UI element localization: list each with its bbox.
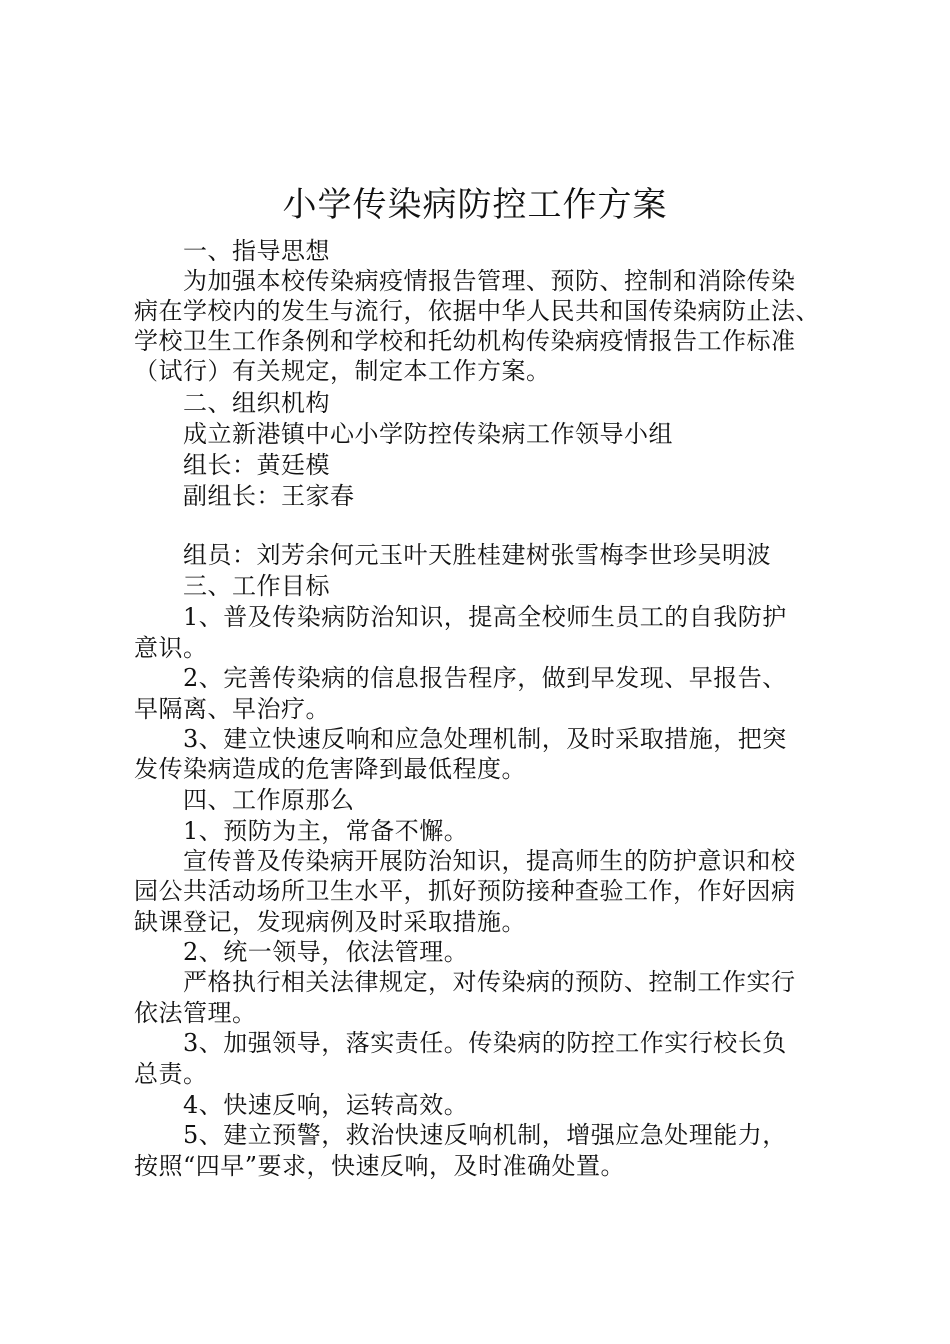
paragraph-line: 为加强本校传染病疫情报告管理、预防、控制和消除传染	[183, 267, 796, 295]
paragraph-line: 5、建立预警，救治快速反响机制，增强应急处理能力，	[183, 1121, 787, 1149]
paragraph-line: 3、建立快速反响和应急处理机制，及时采取措施，把突	[183, 725, 787, 753]
paragraph-line: 按照“四早”要求，快速反响，及时准确处置。	[134, 1152, 626, 1180]
paragraph-line: 发传染病造成的危害降到最低程度。	[134, 755, 526, 783]
paragraph-line: 意识。	[134, 634, 208, 662]
section-heading-guiding-thought: 一、指导思想	[183, 237, 330, 265]
leader-line: 组长：黄廷模	[183, 451, 330, 479]
paragraph-line: 2、完善传染病的信息报告程序，做到早发现、早报告、	[183, 664, 787, 692]
paragraph-line: 4、快速反响，运转高效。	[183, 1091, 469, 1119]
paragraph-line: 学校卫生工作条例和学校和托幼机构传染病疫情报告工作标准	[134, 327, 796, 355]
paragraph-line: 依法管理。	[134, 999, 257, 1027]
deputy-leader-line: 副组长：王家春	[183, 482, 355, 510]
paragraph-line: 严格执行相关法律规定，对传染病的预防、控制工作实行	[183, 968, 796, 996]
section-heading-goals: 三、工作目标	[183, 572, 330, 600]
document-title: 小学传染病防控工作方案	[282, 185, 668, 225]
section-heading-principles: 四、工作原那么	[183, 786, 355, 814]
paragraph-line: 宣传普及传染病开展防治知识，提高师生的防护意识和校	[183, 847, 796, 875]
paragraph-line: 早隔离、早治疗。	[134, 695, 330, 723]
paragraph-line: （试行）有关规定，制定本工作方案。	[134, 357, 551, 385]
members-line: 组员：刘芳余何元玉叶天胜桂建树张雪梅李世珍吴明波	[183, 541, 771, 569]
paragraph-line: 缺课登记，发现病例及时采取措施。	[134, 908, 526, 936]
section-heading-organization: 二、组织机构	[183, 389, 330, 417]
paragraph-line: 成立新港镇中心小学防控传染病工作领导小组	[183, 420, 673, 448]
paragraph-line: 3、加强领导，落实责任。传染病的防控工作实行校长负	[183, 1029, 787, 1057]
paragraph-line: 2、统一领导，依法管理。	[183, 938, 469, 966]
paragraph-line: 总责。	[134, 1060, 208, 1088]
paragraph-line: 1、普及传染病防治知识，提高全校师生员工的自我防护	[183, 603, 787, 631]
paragraph-line: 病在学校内的发生与流行，依据中华人民共和国传染病防止法、	[134, 297, 820, 325]
paragraph-line: 园公共活动场所卫生水平，抓好预防接种查验工作，作好因病	[134, 877, 796, 905]
paragraph-line: 1、预防为主，常备不懈。	[183, 817, 469, 845]
